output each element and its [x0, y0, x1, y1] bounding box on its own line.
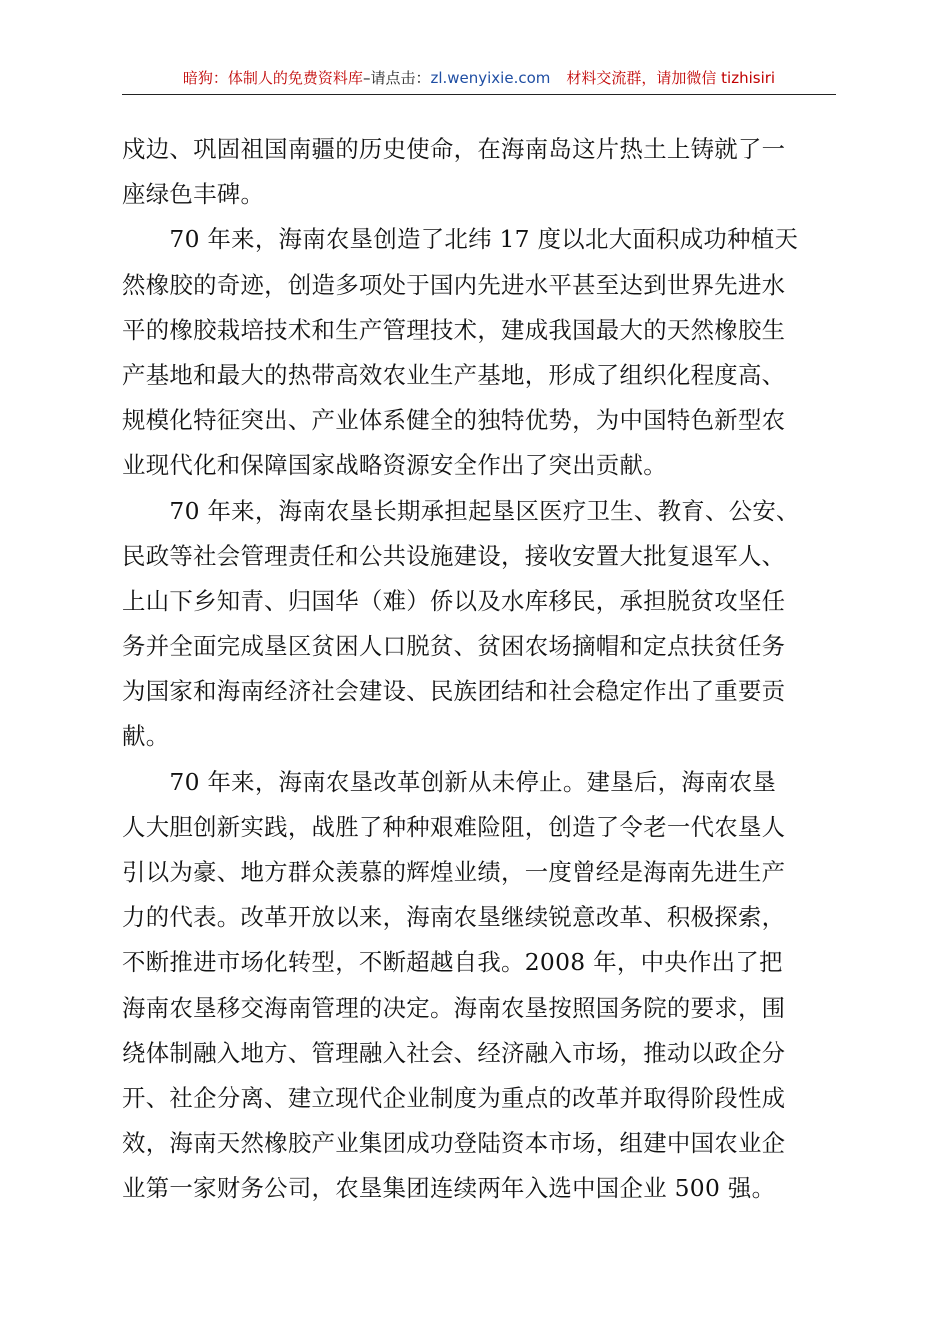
text-line: 业第一家财务公司，农垦集团连续两年入选中国企业 500 强。	[122, 1174, 776, 1203]
text-line: 绕体制融入地方、管理融入社会、经济融入市场，推动以政企分	[122, 1038, 786, 1067]
text-line: 70 年来，海南农垦长期承担起垦区医疗卫生、教育、公安、	[122, 496, 800, 525]
text-line: 力的代表。改革开放以来，海南农垦继续锐意改革、积极探索，	[122, 903, 786, 932]
document-body	[122, 127, 840, 1212]
text-line: 人大胆创新实践，战胜了种种艰难险阻，创造了令老一代农垦人	[122, 812, 786, 841]
text-line: 引以为豪、地方群众羡慕的辉煌业绩，一度曾经是海南先进生产	[122, 858, 786, 886]
paragraph	[122, 489, 840, 760]
text-line: 产基地和最大的热带高效农业生产基地，形成了组织化程度高、	[122, 360, 786, 389]
text-line: 然橡胶的奇迹，创造多项处于国内先进水平甚至达到世界先进水	[122, 270, 786, 299]
text-line: 规模化特征突出、产业体系健全的独特优势，为中国特色新型农	[122, 406, 786, 435]
text-line: 海南农垦移交海南管理的决定。海南农垦按照国务院的要求，围	[122, 993, 786, 1022]
header-brand: 暗狗：体制人的免费资料库	[182, 69, 363, 87]
header-url-link[interactable]: zl.wenyixie.com	[430, 69, 551, 87]
page-header	[122, 62, 836, 95]
text-line: 民政等社会管理责任和公共设施建设，接收安置大批复退军人、	[122, 541, 786, 570]
text-line: 不断推进市场化转型，不断超越自我。2008 年，中央作出了把	[122, 948, 783, 977]
text-line: 70 年来，海南农垦创造了北纬 17 度以北大面积成功种植天	[122, 225, 799, 254]
text-line: 业现代化和保障国家战略资源安全作出了突出贡献。	[122, 451, 667, 480]
header-click-prefix: –请点击：	[362, 69, 431, 87]
text-line: 70 年来，海南农垦改革创新从未停止。建垦后，海南农垦	[122, 767, 777, 796]
text-line: 戍边、巩固祖国南疆的历史使命，在海南岛这片热土上铸就了一	[122, 135, 786, 163]
text-line: 效，海南天然橡胶产业集团成功登陆资本市场，组建中国农业企	[122, 1129, 786, 1158]
text-line: 务并全面完成垦区贫困人口脱贫、贫困农场摘帽和定点扶贫任务	[122, 632, 786, 661]
paragraph	[122, 760, 840, 1212]
header-group-note: 材料交流群，请加微信 tizhisiri	[566, 69, 776, 87]
paragraph	[122, 127, 840, 217]
text-line: 开、社企分离、建立现代企业制度为重点的改革并取得阶段性成	[122, 1083, 786, 1112]
text-line: 上山下乡知青、归国华（难）侨以及水库移民，承担脱贫攻坚任	[122, 586, 786, 615]
text-line: 座绿色丰碑。	[122, 180, 265, 209]
text-line: 为国家和海南经济社会建设、民族团结和社会稳定作出了重要贡	[122, 677, 786, 706]
paragraph	[122, 217, 840, 488]
text-line: 平的橡胶栽培技术和生产管理技术，建成我国最大的天然橡胶生	[122, 315, 786, 344]
text-line: 献。	[122, 722, 170, 751]
